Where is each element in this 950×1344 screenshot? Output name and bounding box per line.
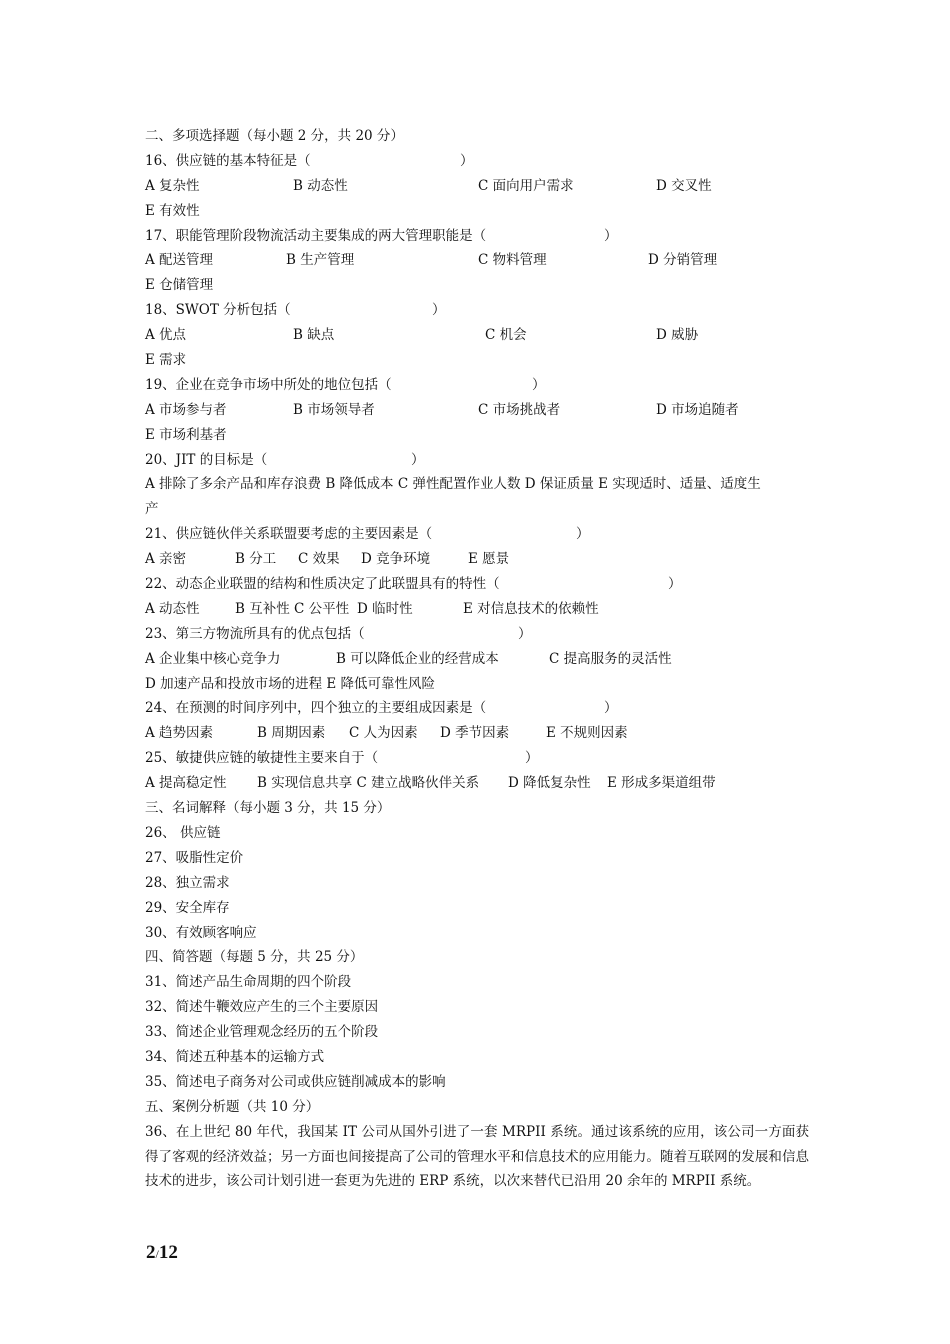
short-question: 33、简述企业管理观念经历的五个阶段 xyxy=(145,1024,379,1041)
case-paragraph: 36、在上世纪 80 年代，我国某 IT 公司从国外引进了一套 MRPII 系统。通过该系统的应用，该公司一方面获得了客观的经济效益；另一方面也间接提高了公司的管理水平和信息技术的应用能力。随着互联网的发展和信息技术的进步，该公司计划引进一套更为先进的 ERP 系统，以次来替代已沿用 20 余年的 MRPII 系统。 xyxy=(145,1123,809,1190)
short-question: 34、简述五种基本的运输方式 xyxy=(145,1048,325,1065)
question-options xyxy=(145,398,815,423)
option-a: A 优点 xyxy=(145,327,187,344)
option-c: C 效果 xyxy=(298,551,340,568)
option-e: E 市场利基者 xyxy=(145,426,227,443)
question-options: 产 xyxy=(145,501,159,518)
page-number: 2/12 xyxy=(146,1242,178,1263)
option-c: C 人为因素 xyxy=(349,725,418,742)
short-question: 35、简述电子商务对公司或供应链削减成本的影响 xyxy=(145,1073,446,1090)
option-e: E 对信息技术的依赖性 xyxy=(463,600,599,617)
option-d: D 市场追随者 xyxy=(656,401,739,418)
question-options xyxy=(145,647,815,672)
option-b: B 市场领导者 xyxy=(293,401,375,418)
question-stem: 25、敏捷供应链的敏捷性主要来自于（ ） xyxy=(145,750,539,767)
option-a: A 市场参与者 xyxy=(145,401,227,418)
question-options xyxy=(145,248,815,273)
question-options xyxy=(145,174,815,199)
term-item: 29、安全库存 xyxy=(145,899,230,916)
question-options xyxy=(145,273,815,298)
short-question: 32、简述牛鞭效应产生的三个主要原因 xyxy=(145,999,379,1016)
question-options xyxy=(145,547,815,572)
option-a: A 亲密 xyxy=(145,551,187,568)
option-b: B 周期因素 xyxy=(257,725,326,742)
option-d: D 临时性 xyxy=(357,600,413,617)
question-options xyxy=(145,199,815,224)
term-item: 30、有效顾客响应 xyxy=(145,924,257,941)
section-heading: 三、名词解释（每小题 3 分，共 15 分） xyxy=(145,800,391,817)
question-options xyxy=(145,597,815,622)
question-stem: 22、动态企业联盟的结构和性质决定了此联盟具有的特性（ ） xyxy=(145,576,682,593)
question-options xyxy=(145,771,815,796)
question-options: A 排除了多余产品和库存浪费 B 降低成本 C 弹性配置作业人数 D 保证质量 E 实现适时、适量、适度生 xyxy=(145,476,761,493)
option-a: A 提高稳定性 xyxy=(145,775,227,792)
option-a: A 配送管理 xyxy=(145,252,214,269)
option-a: A 复杂性 xyxy=(145,177,200,194)
option-c: C 市场挑战者 xyxy=(478,401,561,418)
term-item: 26、 供应链 xyxy=(145,824,221,841)
option-e: E 有效性 xyxy=(145,202,200,219)
option-d: D 降低复杂性 xyxy=(508,775,591,792)
option-c: C 物料管理 xyxy=(478,252,547,269)
option-a: A 动态性 xyxy=(145,600,200,617)
option-c: C 机会 xyxy=(485,327,527,344)
short-question: 31、简述产品生命周期的四个阶段 xyxy=(145,974,352,991)
term-item: 28、独立需求 xyxy=(145,874,230,891)
option-b: B 可以降低企业的经营成本 xyxy=(336,650,499,667)
option-bc: B 实现信息共享 C 建立战略伙伴关系 xyxy=(257,775,480,792)
option-a: A 趋势因素 xyxy=(145,725,214,742)
option-e: E 不规则因素 xyxy=(546,725,628,742)
option-c: C 面向用户需求 xyxy=(478,177,574,194)
option-e: E 形成多渠道组带 xyxy=(607,775,716,792)
question-stem: 19、企业在竞争市场中所处的地位包括（ ） xyxy=(145,376,546,393)
option-d: D 竞争环境 xyxy=(361,551,431,568)
question-stem: 16、供应链的基本特征是（ ） xyxy=(145,152,474,169)
question-stem: 20、JIT 的目标是（ ） xyxy=(145,451,425,468)
question-stem: 23、第三方物流所具有的优点包括（ ） xyxy=(145,625,532,642)
section-heading: 五、案例分析题（共 10 分） xyxy=(145,1098,320,1115)
option-b: B 生产管理 xyxy=(286,252,355,269)
question-options xyxy=(145,323,815,348)
question-stem: 17、职能管理阶段物流活动主要集成的两大管理职能是（ ） xyxy=(145,227,618,244)
option-b: B 动态性 xyxy=(293,177,348,194)
question-options xyxy=(145,348,815,373)
option-b: B 缺点 xyxy=(293,327,335,344)
question-options xyxy=(145,721,815,746)
option-a: A 企业集中核心竞争力 xyxy=(145,650,281,667)
question-stem: 24、在预测的时间序列中，四个独立的主要组成因素是（ ） xyxy=(145,700,618,717)
option-bc: B 互补性 C 公平性 xyxy=(235,600,350,617)
term-item: 27、吸脂性定价 xyxy=(145,849,244,866)
option-d: D 交叉性 xyxy=(656,177,712,194)
option-c: C 提高服务的灵活性 xyxy=(549,650,672,667)
option-d: D 季节因素 xyxy=(440,725,510,742)
section-heading: 四、简答题（每题 5 分，共 25 分） xyxy=(145,949,364,966)
option-e: E 愿景 xyxy=(468,551,510,568)
question-options xyxy=(145,423,815,448)
question-options: D 加速产品和投放市场的进程 E 降低可靠性风险 xyxy=(145,675,436,692)
option-d: D 威胁 xyxy=(656,327,699,344)
question-stem: 21、供应链伙伴关系联盟要考虑的主要因素是（ ） xyxy=(145,526,590,543)
option-d: D 分销管理 xyxy=(648,252,718,269)
option-b: B 分工 xyxy=(235,551,277,568)
question-stem: 18、SWOT 分析包括（ ） xyxy=(145,302,446,319)
option-e: E 需求 xyxy=(145,352,187,369)
section-heading: 二、多项选择题（每小题 2 分，共 20 分） xyxy=(145,128,404,144)
exam-page xyxy=(145,124,815,1194)
option-e: E 仓储管理 xyxy=(145,277,214,294)
